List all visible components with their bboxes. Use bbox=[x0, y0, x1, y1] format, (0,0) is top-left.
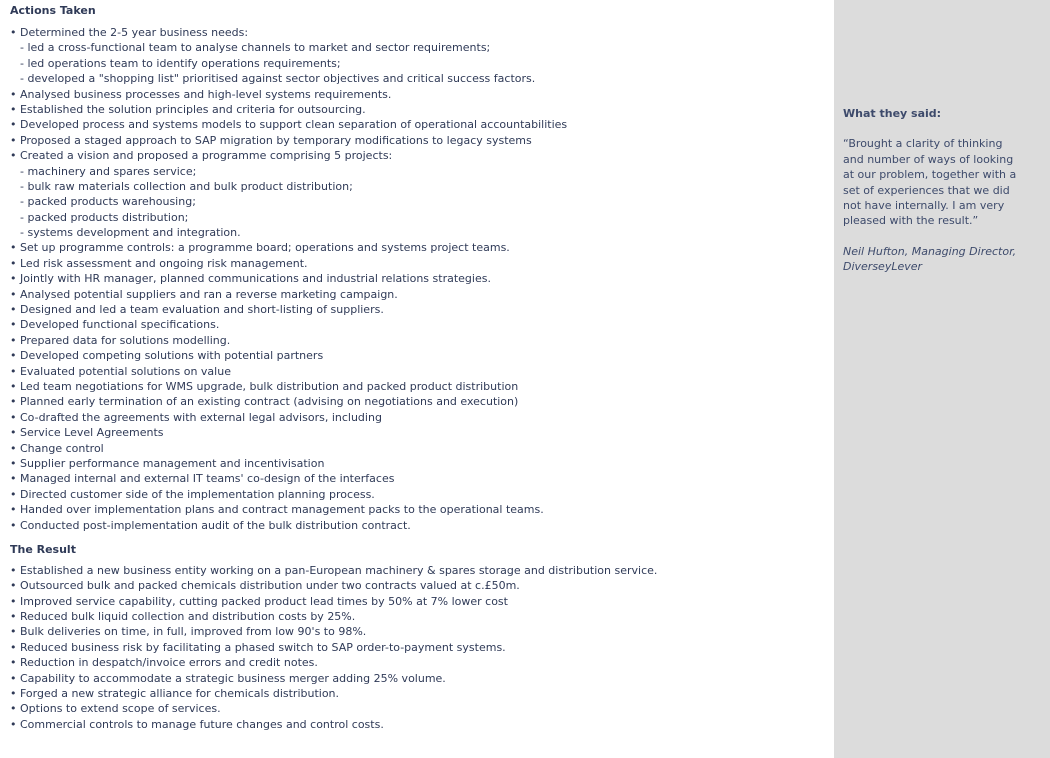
action-item: • Managed internal and external IT teams' co-design of the interfaces bbox=[10, 472, 395, 486]
result-item: • Bulk deliveries on time, in full, improved from low 90's to 98%. bbox=[10, 625, 367, 639]
result-item: • Reduced bulk liquid collection and distribution costs by 25%. bbox=[10, 610, 356, 624]
actions-list bbox=[10, 25, 825, 533]
action-item: • Directed customer side of the implementation planning process. bbox=[10, 487, 375, 501]
action-item: • Service Level Agreements bbox=[10, 426, 164, 440]
result-item: • Commercial controls to manage future changes and control costs. bbox=[10, 717, 384, 731]
action-item: • Led risk assessment and ongoing risk management. bbox=[10, 256, 308, 270]
result-item: • Established a new business entity working on a pan-European machinery & spares storage and distribution service. bbox=[10, 563, 658, 577]
action-item: - packed products distribution; bbox=[20, 210, 189, 224]
testimonial-quote: “Brought a clarity of thinking and number of ways of looking at our problem, together with a set of experiences that we did not have internally. I am very pleased with the result.” bbox=[843, 137, 1017, 228]
result-item: • Outsourced bulk and packed chemicals distribution under two contracts valued at c.£50m. bbox=[10, 579, 520, 593]
testimonial-sidebar bbox=[834, 0, 1050, 758]
result-item: • Capability to accommodate a strategic business merger adding 25% volume. bbox=[10, 671, 446, 685]
action-item: • Determined the 2-5 year business needs: bbox=[10, 26, 249, 39]
action-item: • Co-drafted the agreements with external legal advisors, including bbox=[10, 410, 382, 424]
action-item: - machinery and spares service; bbox=[20, 164, 197, 178]
result-list bbox=[10, 563, 825, 732]
action-item: • Prepared data for solutions modelling. bbox=[10, 333, 231, 347]
action-item: • Change control bbox=[10, 441, 104, 455]
action-item: • Planned early termination of an existing contract (advising on negotiations and execution) bbox=[10, 395, 519, 409]
action-item: • Handed over implementation plans and contract management packs to the operational teams. bbox=[10, 503, 544, 517]
action-item: • Created a vision and proposed a programme comprising 5 projects: bbox=[10, 149, 393, 163]
action-item: - bulk raw materials collection and bulk product distribution; bbox=[20, 179, 353, 193]
action-item: • Established the solution principles and criteria for outsourcing. bbox=[10, 102, 366, 116]
action-item: • Supplier performance management and incentivisation bbox=[10, 456, 325, 470]
result-item: • Improved service capability, cutting packed product lead times by 50% at 7% lower cost bbox=[10, 594, 508, 608]
result-item: • Forged a new strategic alliance for chemicals distribution. bbox=[10, 687, 340, 701]
testimonial-title: What they said: bbox=[843, 107, 942, 120]
result-heading: The Result bbox=[10, 542, 76, 556]
action-item: • Led team negotiations for WMS upgrade, bulk distribution and packed product distribution bbox=[10, 379, 519, 393]
action-item: - led operations team to identify operations requirements; bbox=[20, 56, 341, 70]
action-item: • Analysed business processes and high-level systems requirements. bbox=[10, 87, 392, 101]
action-item: • Developed process and systems models to support clean separation of operational accountabilities bbox=[10, 118, 568, 132]
action-item: • Analysed potential suppliers and ran a reverse marketing campaign. bbox=[10, 287, 398, 301]
result-item: • Options to extend scope of services. bbox=[10, 702, 221, 716]
action-item: • Jointly with HR manager, planned communications and industrial relations strategies. bbox=[10, 272, 491, 286]
action-item: • Proposed a staged approach to SAP migration by temporary modifications to legacy systems bbox=[10, 133, 532, 147]
result-item: • Reduction in despatch/invoice errors and credit notes. bbox=[10, 656, 318, 670]
action-item: • Evaluated potential solutions on value bbox=[10, 364, 231, 378]
action-item: - packed products warehousing; bbox=[20, 195, 196, 209]
action-item: • Conducted post-implementation audit of the bulk distribution contract. bbox=[10, 518, 411, 532]
action-item: • Developed functional specifications. bbox=[10, 318, 220, 332]
testimonial-panel bbox=[843, 106, 1023, 275]
action-item: - developed a "shopping list" prioritised against sector objectives and critical success factors. bbox=[20, 72, 536, 86]
action-item: • Designed and led a team evaluation and short-listing of suppliers. bbox=[10, 303, 384, 317]
result-item: • Reduced business risk by facilitating a phased switch to SAP order-to-payment systems. bbox=[10, 640, 506, 654]
testimonial-author: Neil Hufton, Managing Director, DiverseyLever bbox=[843, 244, 1017, 274]
action-item: • Developed competing solutions with potential partners bbox=[10, 349, 324, 363]
action-item: • Set up programme controls: a programme board; operations and systems project teams. bbox=[10, 241, 510, 255]
case-study-content bbox=[10, 4, 825, 732]
actions-taken-heading: Actions Taken bbox=[10, 4, 96, 17]
action-item: - systems development and integration. bbox=[20, 226, 241, 240]
action-item: - led a cross-functional team to analyse channels to market and sector requirements; bbox=[20, 41, 491, 55]
